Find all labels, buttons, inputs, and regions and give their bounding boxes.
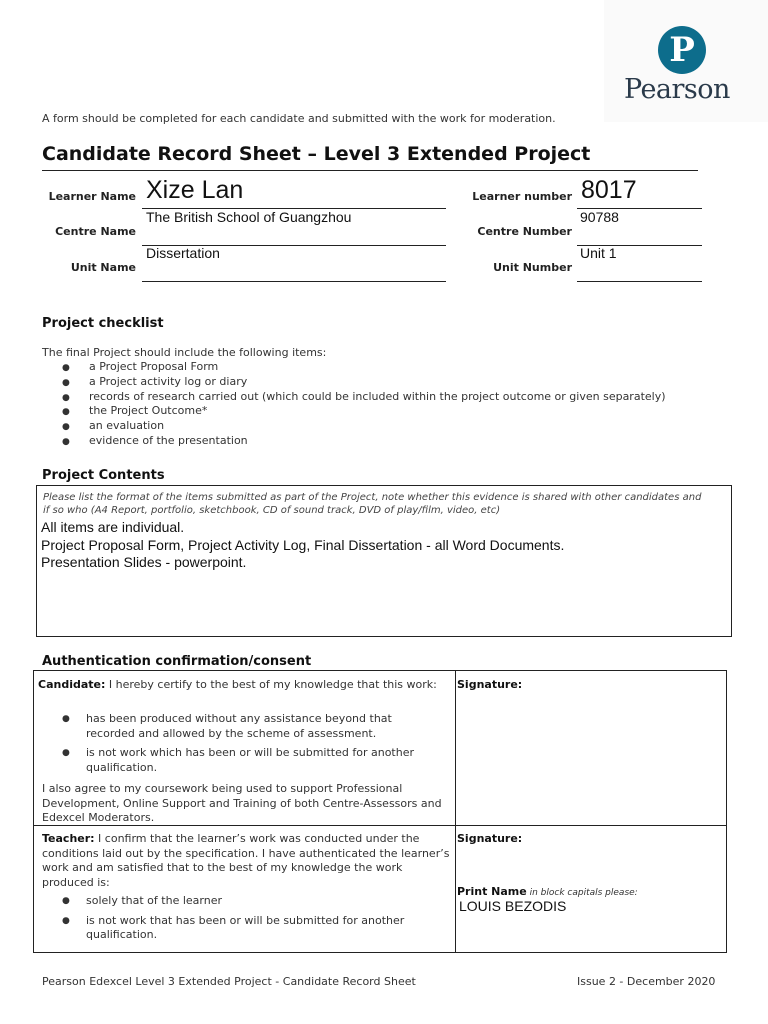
- bullet-icon: ●: [62, 896, 70, 906]
- form-intro: A form should be completed for each candidate and submitted with the work for moderation.: [42, 112, 556, 125]
- teacher-signature-label: Signature:: [457, 832, 523, 845]
- checklist-intro: The final Project should include the following items:: [42, 346, 327, 359]
- list-item: ● solely that of the learner: [62, 894, 222, 907]
- bullet-icon: ●: [62, 714, 70, 724]
- centre-number-label: Centre Number: [477, 225, 572, 238]
- learner-number-value[interactable]: 8017: [581, 176, 637, 204]
- bullet-icon: ●: [62, 363, 70, 373]
- learner-name-label: Learner Name: [48, 190, 136, 203]
- contents-box[interactable]: [36, 485, 732, 637]
- contents-line: Project Proposal Form, Project Activity Log, Final Dissertation - all Word Documents.: [41, 536, 565, 553]
- bullet-icon: ●: [62, 436, 70, 447]
- print-name-label: Print Name in block capitals please:: [457, 885, 638, 898]
- bullet-icon: ●: [62, 377, 70, 388]
- learner-number-label: Learner number: [472, 190, 572, 203]
- bullet-icon: ●: [62, 407, 70, 418]
- contents-line: All items are individual.: [41, 519, 185, 535]
- unit-number-line: [577, 281, 702, 282]
- list-item: ● an evaluation: [62, 419, 666, 434]
- teacher-statement: Teacher: I confirm that the learner’s work was conducted under the conditions laid out by the specification. I have authenticated the learner’s work and am satisfied that to the best of my knowledge the work produced is:: [42, 832, 450, 889]
- contents-heading: Project Contents: [42, 468, 165, 483]
- list-item: ● the Project Outcome*: [62, 404, 666, 419]
- footer-title: Pearson Edexcel Level 3 Extended Project - Candidate Record Sheet: [42, 975, 416, 988]
- unit-name-value[interactable]: Dissertation: [146, 245, 220, 261]
- list-item: ● a Project activity log or diary: [62, 375, 666, 390]
- bullet-icon: ●: [62, 748, 70, 758]
- title-rule: [42, 170, 698, 171]
- auth-table: [33, 670, 727, 953]
- learner-name-value[interactable]: Xize Lan: [146, 176, 244, 204]
- pearson-wordmark: Pearson: [624, 74, 730, 105]
- candidate-signature-label: Signature:: [457, 678, 523, 691]
- list-item: ● has been produced without any assistance beyond that recorded and allowed by the scheme of assessment.: [62, 712, 392, 740]
- candidate-consent: I also agree to my coursework being used to support Professional Development, Online Support and Training of both Centre-Assessors and Edexcel Moderators.: [42, 782, 442, 824]
- bullet-icon: ●: [62, 392, 70, 403]
- pearson-logo-icon: P: [658, 26, 706, 74]
- checklist-list: [62, 360, 666, 449]
- checklist-heading: Project checklist: [42, 316, 164, 331]
- centre-name-label: Centre Name: [55, 225, 136, 238]
- contents-line: Presentation Slides - powerpoint.: [41, 554, 247, 570]
- list-item: ● a Project Proposal Form: [62, 360, 666, 375]
- candidate-statement: Candidate: I hereby certify to the best of my knowledge that this work:: [38, 678, 437, 691]
- unit-name-line: [142, 281, 446, 282]
- bullet-icon: ●: [62, 422, 70, 433]
- unit-number-value[interactable]: Unit 1: [580, 245, 617, 261]
- centre-number-value[interactable]: 90788: [580, 209, 619, 225]
- list-item: ● is not work which has been or will be submitted for another qualification.: [62, 746, 415, 774]
- teacher-declarations: [62, 894, 434, 948]
- print-name-value[interactable]: LOUIS BEZODIS: [459, 898, 567, 914]
- list-item: ● records of research carried out (which could be included within the project outcome or given separately): [62, 390, 666, 405]
- centre-name-value[interactable]: The British School of Guangzhou: [146, 209, 352, 225]
- candidate-declarations: [62, 712, 434, 780]
- page-title: Candidate Record Sheet – Level 3 Extended Project: [42, 143, 591, 165]
- list-item: ● is not work that has been or will be submitted for another qualification.: [62, 913, 405, 941]
- table-divider: [455, 671, 456, 952]
- auth-heading: Authentication confirmation/consent: [42, 654, 312, 669]
- footer-issue: Issue 2 - December 2020: [577, 975, 716, 988]
- contents-entry[interactable]: [41, 519, 564, 572]
- unit-name-label: Unit Name: [70, 261, 136, 274]
- contents-instructions: Please list the format of the items submitted as part of the Project, note whether this evidence is shared with other candidates and if so who (A4 Report, portfolio, sketchbook, CD of sound track, DVD of play/film, video, etc): [43, 492, 702, 516]
- list-item: ● evidence of the presentation: [62, 434, 666, 449]
- unit-number-label: Unit Number: [493, 261, 572, 274]
- bullet-icon: ●: [62, 915, 70, 926]
